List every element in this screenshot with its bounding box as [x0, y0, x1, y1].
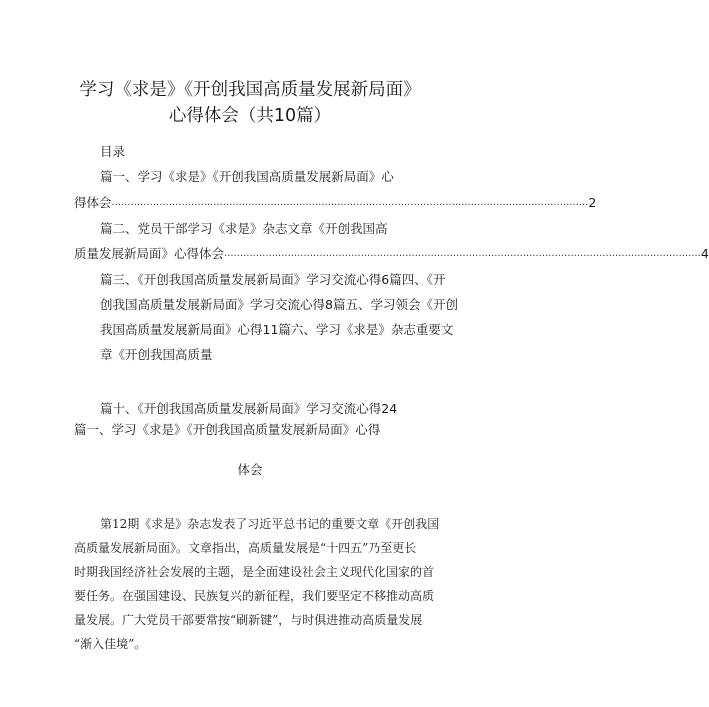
body-line-4: 要任务。在强国建设、民族复兴的新征程，我们要坚定不移推动高质	[74, 589, 435, 603]
section-heading-line-1: 篇一、学习《求是》《开创我国高质量发展新局面》心得	[74, 422, 381, 437]
section-heading-line-2: 体会	[237, 462, 263, 477]
toc-entry-2-page-number: 4	[700, 246, 709, 261]
document-title-line-2: 心得体会（共10篇）	[168, 106, 332, 126]
body-line-3: 时期我国经济社会发展的主题，是全面建设社会主义现代化国家的首	[74, 565, 435, 579]
toc-entry-10[interactable]: 篇十、《开创我国高质量发展新局面》学习交流心得24	[100, 401, 398, 416]
toc-run-line-3[interactable]: 我国高质量发展新局面》心得11篇六、学习《求是》杂志重要文	[100, 322, 454, 337]
document-title-line-1: 学习《求是》《开创我国高质量发展新局面》	[79, 80, 421, 100]
toc-entry-2-line-1[interactable]: 篇二、党员干部学习《求是》杂志文章《开创我国高	[100, 221, 388, 236]
toc-entry-1-page-number: 2	[588, 195, 597, 210]
toc-entry-1-leader-dots: ......................................................................................................................................................	[111, 197, 589, 208]
body-line-1: 第12期《求是》杂志发表了习近平总书记的重要文章《开创我国	[100, 517, 440, 531]
toc-entry-2-leader-dots: ......................................................................................................................................................	[224, 248, 701, 259]
toc-heading: 目录	[100, 144, 126, 159]
toc-run-line-4[interactable]: 章《开创我国高质量	[100, 347, 213, 362]
body-line-2: 高质量发展新局面》。文章指出，高质量发展是“十四五”乃至更长	[74, 541, 417, 555]
body-line-5: 量发展。广大党员干部要常按“刷新键”，与时俱进推动高质量发展	[74, 613, 423, 627]
toc-run-line-1[interactable]: 篇三、《开创我国高质量发展新局面》学习交流心得6篇四、《开	[100, 272, 446, 287]
body-line-6: “渐入佳境”。	[74, 637, 147, 651]
toc-entry-1-title-end: 得体会	[74, 195, 112, 210]
toc-entry-1-line-2[interactable]	[74, 194, 597, 212]
toc-entry-2-title-end: 质量发展新局面》心得体会	[74, 246, 225, 261]
toc-run-line-2[interactable]: 创我国高质量发展新局面》学习交流心得8篇五、学习领会《开创	[100, 297, 458, 312]
toc-entry-2-line-2[interactable]	[74, 245, 709, 263]
toc-entry-1-line-1[interactable]: 篇一、学习《求是》《开创我国高质量发展新局面》心	[100, 169, 394, 184]
